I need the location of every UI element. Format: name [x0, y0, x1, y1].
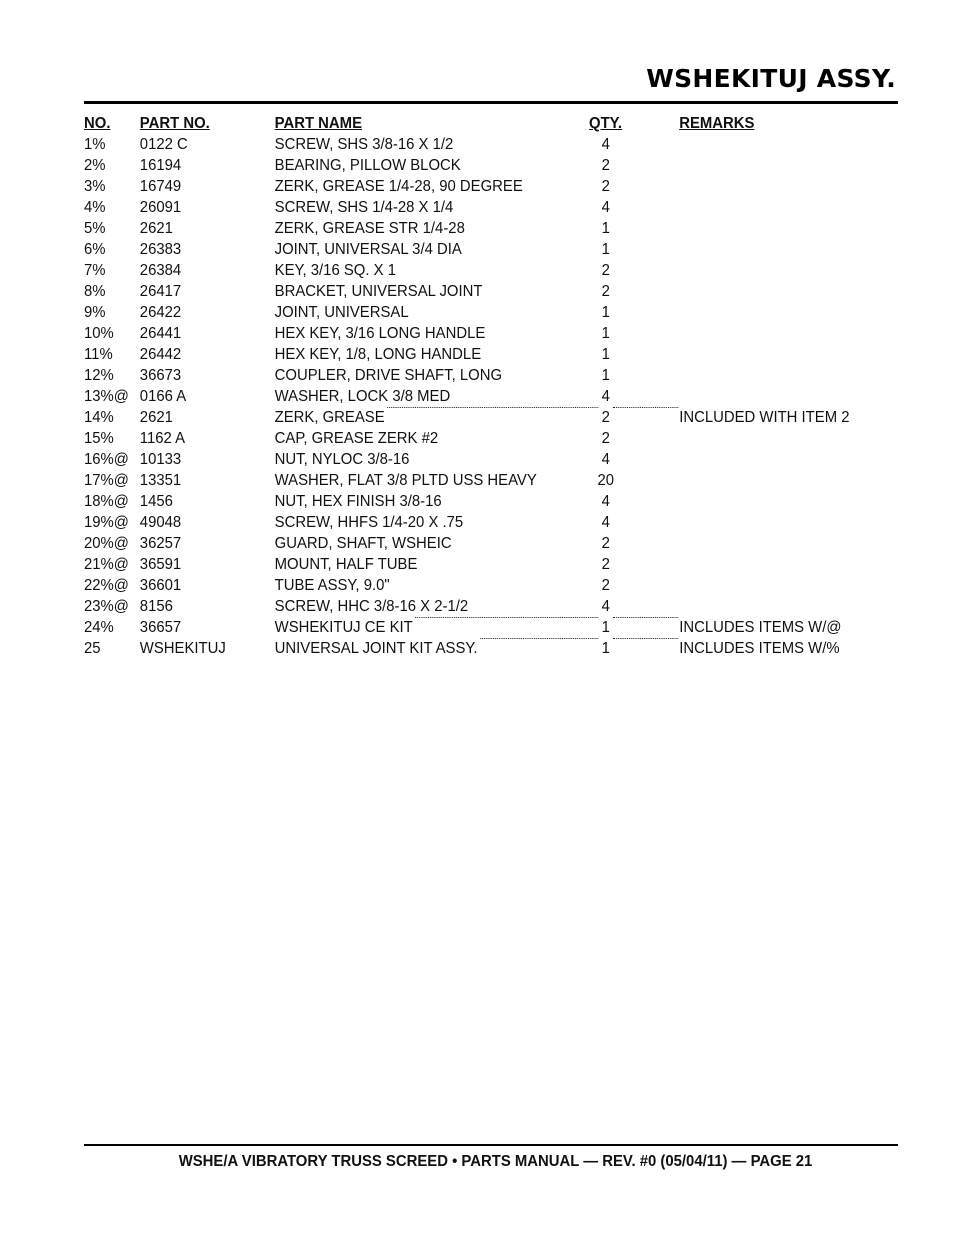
part-number: 1162 A: [139, 430, 186, 447]
quantity: 4: [601, 514, 610, 531]
table-row: [84, 197, 828, 218]
item-number: 15%: [84, 430, 114, 447]
part-number: 26384: [139, 262, 182, 279]
remarks: INCLUDES ITEMS W/%: [679, 640, 840, 657]
table-row: [84, 617, 842, 638]
item-number: 5%: [84, 220, 106, 237]
part-number: 36601: [139, 577, 182, 594]
item-number: 20%@: [84, 535, 129, 552]
item-number: 13%@: [84, 388, 129, 405]
quantity: 2: [601, 157, 610, 174]
part-number: 26417: [139, 283, 182, 300]
table-row: [84, 596, 828, 617]
part-number: 36657: [139, 619, 182, 636]
quantity: 2: [601, 556, 610, 573]
table-row: [84, 470, 828, 491]
item-number: 9%: [84, 304, 106, 321]
part-number: 10133: [139, 451, 182, 468]
quantity: 2: [601, 283, 610, 300]
page-title: WSHEKITUJ ASSY.: [646, 64, 896, 93]
part-name: KEY, 3/16 SQ. X 1: [274, 262, 396, 279]
item-number: 12%: [84, 367, 114, 384]
table-row: [84, 491, 828, 512]
parts-list-body: [84, 134, 850, 659]
footer-divider: [84, 1144, 898, 1146]
quantity: 1: [601, 220, 610, 237]
header-part-no: PART NO.: [139, 115, 210, 132]
part-name: HEX KEY, 3/16 LONG HANDLE: [274, 325, 486, 342]
quantity: 1: [601, 346, 610, 363]
table-row: [84, 281, 828, 302]
table-row: [84, 428, 828, 449]
part-number: 26091: [139, 199, 182, 216]
title-divider: [84, 101, 898, 104]
item-number: 24%: [84, 619, 114, 636]
item-number: 4%: [84, 199, 106, 216]
part-number: 26442: [139, 346, 182, 363]
parts-list: [84, 113, 850, 659]
part-number: 16749: [139, 178, 182, 195]
header-remarks: REMARKS: [679, 115, 755, 132]
quantity: 1: [601, 367, 610, 384]
quantity: 1: [601, 640, 610, 657]
quantity: 20: [597, 472, 614, 489]
part-name: ZERK, GREASE 1/4-28, 90 DEGREE: [274, 178, 523, 195]
part-number: 26422: [139, 304, 182, 321]
part-number: 26383: [139, 241, 182, 258]
table-row: [84, 260, 828, 281]
part-name: WSHEKITUJ CE KIT: [274, 619, 413, 636]
remarks: INCLUDES ITEMS W/@: [679, 619, 842, 636]
item-number: 11%: [84, 346, 113, 363]
table-row: [84, 533, 828, 554]
part-name: BEARING, PILLOW BLOCK: [274, 157, 461, 174]
item-number: 17%@: [84, 472, 129, 489]
item-number: 1%: [84, 136, 106, 153]
part-number: 0166 A: [139, 388, 187, 405]
part-name: CAP, GREASE ZERK #2: [274, 430, 439, 447]
part-number: WSHEKITUJ: [139, 640, 226, 657]
remarks: INCLUDED WITH ITEM 2: [679, 409, 850, 426]
part-name: TUBE ASSY, 9.0": [274, 577, 390, 594]
dot-leader: [387, 407, 598, 408]
part-name: SCREW, SHS 3/8-16 X 1/2: [274, 136, 454, 153]
part-number: 26441: [139, 325, 182, 342]
table-row: [84, 155, 828, 176]
quantity: 2: [601, 409, 610, 426]
quantity: 2: [601, 535, 610, 552]
page-footer: WSHE/A VIBRATORY TRUSS SCREED • PARTS MANUAL — REV. #0 (05/04/11) — PAGE 21: [178, 1153, 812, 1170]
part-name: MOUNT, HALF TUBE: [274, 556, 418, 573]
part-number: 8156: [139, 598, 173, 615]
dot-leader: [613, 617, 678, 618]
table-row: [84, 344, 828, 365]
part-name: NUT, NYLOC 3/8-16: [274, 451, 410, 468]
table-row: [84, 323, 828, 344]
part-number: 13351: [139, 472, 182, 489]
quantity: 4: [601, 199, 610, 216]
item-number: 2%: [84, 157, 106, 174]
quantity: 1: [601, 619, 610, 636]
dot-leader: [613, 407, 678, 408]
part-name: NUT, HEX FINISH 3/8-16: [274, 493, 442, 510]
header-part-name: PART NAME: [274, 115, 362, 132]
table-row: [84, 386, 828, 407]
part-number: 0122 C: [139, 136, 188, 153]
part-number: 2621: [139, 409, 173, 426]
table-row: [84, 575, 828, 596]
part-name: SCREW, HHFS 1/4-20 X .75: [274, 514, 464, 531]
part-name: GUARD, SHAFT, WSHEIC: [274, 535, 452, 552]
item-number: 22%@: [84, 577, 129, 594]
part-name: COUPLER, DRIVE SHAFT, LONG: [274, 367, 503, 384]
table-row: [84, 239, 828, 260]
part-number: 36257: [139, 535, 182, 552]
dot-leader: [480, 638, 598, 639]
table-row: [84, 449, 828, 470]
table-row: [84, 407, 850, 428]
header-qty: QTY.: [588, 115, 623, 132]
item-number: 25: [84, 640, 101, 657]
part-name: SCREW, HHC 3/8-16 X 2-1/2: [274, 598, 469, 615]
quantity: 2: [601, 178, 610, 195]
item-number: 16%@: [84, 451, 129, 468]
part-name: ZERK, GREASE: [274, 409, 385, 426]
dot-leader: [415, 617, 598, 618]
part-name: WASHER, LOCK 3/8 MED: [274, 388, 451, 405]
part-name: BRACKET, UNIVERSAL JOINT: [274, 283, 483, 300]
part-name: JOINT, UNIVERSAL 3/4 DIA: [274, 241, 462, 258]
quantity: 4: [601, 388, 610, 405]
quantity: 1: [601, 325, 610, 342]
part-number: 16194: [139, 157, 182, 174]
item-number: 18%@: [84, 493, 129, 510]
table-row: [84, 134, 828, 155]
part-name: HEX KEY, 1/8, LONG HANDLE: [274, 346, 482, 363]
item-number: 3%: [84, 178, 106, 195]
part-number: 36591: [139, 556, 182, 573]
item-number: 23%@: [84, 598, 129, 615]
part-name: SCREW, SHS 1/4-28 X 1/4: [274, 199, 454, 216]
quantity: 1: [601, 241, 610, 258]
table-row: [84, 302, 828, 323]
part-name: JOINT, UNIVERSAL: [274, 304, 409, 321]
quantity: 1: [601, 304, 610, 321]
quantity: 4: [601, 598, 610, 615]
part-name: WASHER, FLAT 3/8 PLTD USS HEAVY: [274, 472, 537, 489]
quantity: 2: [601, 577, 610, 594]
table-row: [84, 512, 828, 533]
quantity: 4: [601, 451, 610, 468]
table-row: [84, 365, 828, 386]
item-number: 8%: [84, 283, 106, 300]
parts-list-header: [84, 113, 828, 134]
item-number: 10%: [84, 325, 114, 342]
item-number: 21%@: [84, 556, 129, 573]
header-no: NO.: [84, 115, 111, 132]
part-name: UNIVERSAL JOINT KIT ASSY.: [274, 640, 478, 657]
quantity: 4: [601, 493, 610, 510]
quantity: 2: [601, 430, 610, 447]
quantity: 2: [601, 262, 610, 279]
quantity: 4: [601, 136, 610, 153]
table-row: [84, 638, 840, 659]
table-row: [84, 176, 828, 197]
part-number: 1456: [139, 493, 173, 510]
item-number: 19%@: [84, 514, 129, 531]
part-number: 2621: [139, 220, 173, 237]
table-row: [84, 218, 828, 239]
item-number: 14%: [84, 409, 114, 426]
item-number: 6%: [84, 241, 106, 258]
dot-leader: [613, 638, 678, 639]
part-number: 49048: [139, 514, 182, 531]
table-row: [84, 554, 828, 575]
item-number: 7%: [84, 262, 106, 279]
part-name: ZERK, GREASE STR 1/4-28: [274, 220, 465, 237]
part-number: 36673: [139, 367, 182, 384]
